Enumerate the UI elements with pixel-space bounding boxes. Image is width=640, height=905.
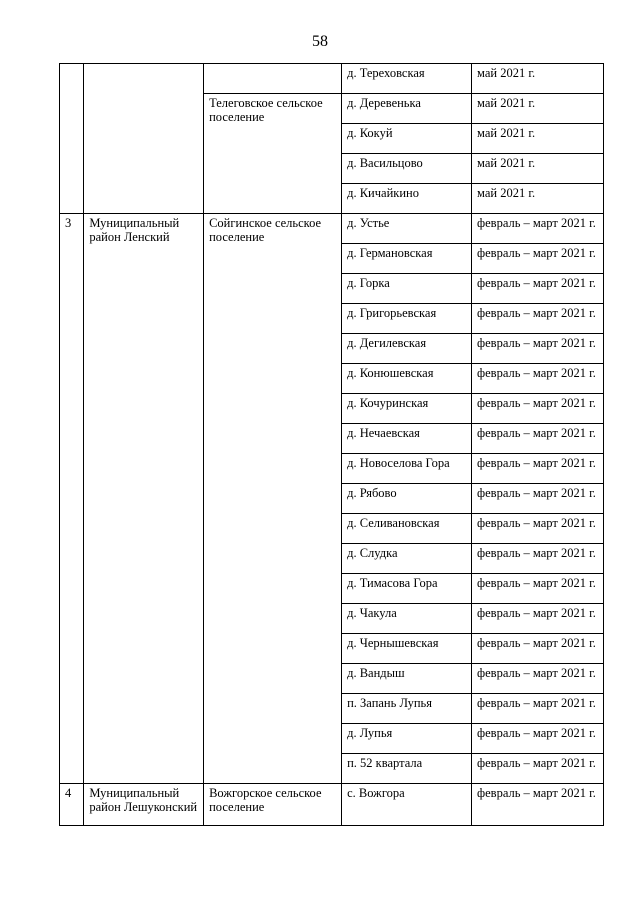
period-cell: февраль – март 2021 г.	[472, 484, 604, 514]
table-row	[60, 64, 604, 94]
period-cell: февраль – март 2021 г.	[472, 304, 604, 334]
locality-cell: д. Германовская	[342, 244, 472, 274]
table-row	[60, 214, 604, 244]
row-number-cell: 3	[60, 214, 84, 784]
table-row	[60, 784, 604, 826]
period-cell: февраль – март 2021 г.	[472, 334, 604, 364]
locality-cell: д. Кочуринская	[342, 394, 472, 424]
period-cell: май 2021 г.	[472, 124, 604, 154]
locality-cell: д. Селивановская	[342, 514, 472, 544]
locality-cell: д. Конюшевская	[342, 364, 472, 394]
locality-cell: д. Устье	[342, 214, 472, 244]
period-cell: февраль – март 2021 г.	[472, 634, 604, 664]
locality-cell: д. Васильцово	[342, 154, 472, 184]
district-cell: Муниципальный район Ленский	[84, 214, 204, 784]
period-cell: февраль – март 2021 г.	[472, 694, 604, 724]
period-cell: февраль – март 2021 г.	[472, 574, 604, 604]
settlement-cell	[204, 64, 342, 94]
locality-cell: д. Нечаевская	[342, 424, 472, 454]
period-cell: февраль – март 2021 г.	[472, 544, 604, 574]
period-cell: май 2021 г.	[472, 154, 604, 184]
district-cell: Муниципальный район Лешуконский	[84, 784, 204, 826]
locality-cell: д. Слудка	[342, 544, 472, 574]
locality-cell: д. Горка	[342, 274, 472, 304]
locality-cell: д. Лупья	[342, 724, 472, 754]
locality-cell: д. Тереховская	[342, 64, 472, 94]
locality-cell: д. Рябово	[342, 484, 472, 514]
locality-cell: д. Кокуй	[342, 124, 472, 154]
period-cell: февраль – март 2021 г.	[472, 604, 604, 634]
locality-cell: п. 52 квартала	[342, 754, 472, 784]
row-number-cell	[60, 64, 84, 214]
page-number: 58	[312, 33, 328, 50]
locality-cell: п. Запань Лупья	[342, 694, 472, 724]
row-number-cell: 4	[60, 784, 84, 826]
locality-cell: д. Кичайкино	[342, 184, 472, 214]
period-cell: февраль – март 2021 г.	[472, 274, 604, 304]
locality-cell: д. Новоселова Гора	[342, 454, 472, 484]
period-cell: февраль – март 2021 г.	[472, 364, 604, 394]
district-cell	[84, 64, 204, 214]
period-cell: май 2021 г.	[472, 64, 604, 94]
locality-cell: д. Деревенька	[342, 94, 472, 124]
locality-cell: с. Вожгора	[342, 784, 472, 826]
table-body	[60, 64, 604, 826]
settlement-cell: Телеговское сельское поселение	[204, 94, 342, 214]
locality-cell: д. Григорьевская	[342, 304, 472, 334]
locality-cell: д. Чакула	[342, 604, 472, 634]
period-cell: февраль – март 2021 г.	[472, 664, 604, 694]
locality-cell: д. Вандыш	[342, 664, 472, 694]
settlement-cell: Сойгинское сельское поселение	[204, 214, 342, 784]
period-cell: февраль – март 2021 г.	[472, 454, 604, 484]
period-cell: февраль – март 2021 г.	[472, 724, 604, 754]
period-cell: февраль – март 2021 г.	[472, 784, 604, 826]
period-cell: февраль – март 2021 г.	[472, 754, 604, 784]
period-cell: февраль – март 2021 г.	[472, 214, 604, 244]
period-cell: февраль – март 2021 г.	[472, 244, 604, 274]
period-cell: февраль – март 2021 г.	[472, 424, 604, 454]
period-cell: май 2021 г.	[472, 184, 604, 214]
locality-cell: д. Чернышевская	[342, 634, 472, 664]
period-cell: февраль – март 2021 г.	[472, 514, 604, 544]
period-cell: февраль – март 2021 г.	[472, 394, 604, 424]
settlements-table	[59, 63, 604, 826]
settlement-cell: Вожгорское сельское поселение	[204, 784, 342, 826]
locality-cell: д. Тимасова Гора	[342, 574, 472, 604]
period-cell: май 2021 г.	[472, 94, 604, 124]
locality-cell: д. Дегилевская	[342, 334, 472, 364]
